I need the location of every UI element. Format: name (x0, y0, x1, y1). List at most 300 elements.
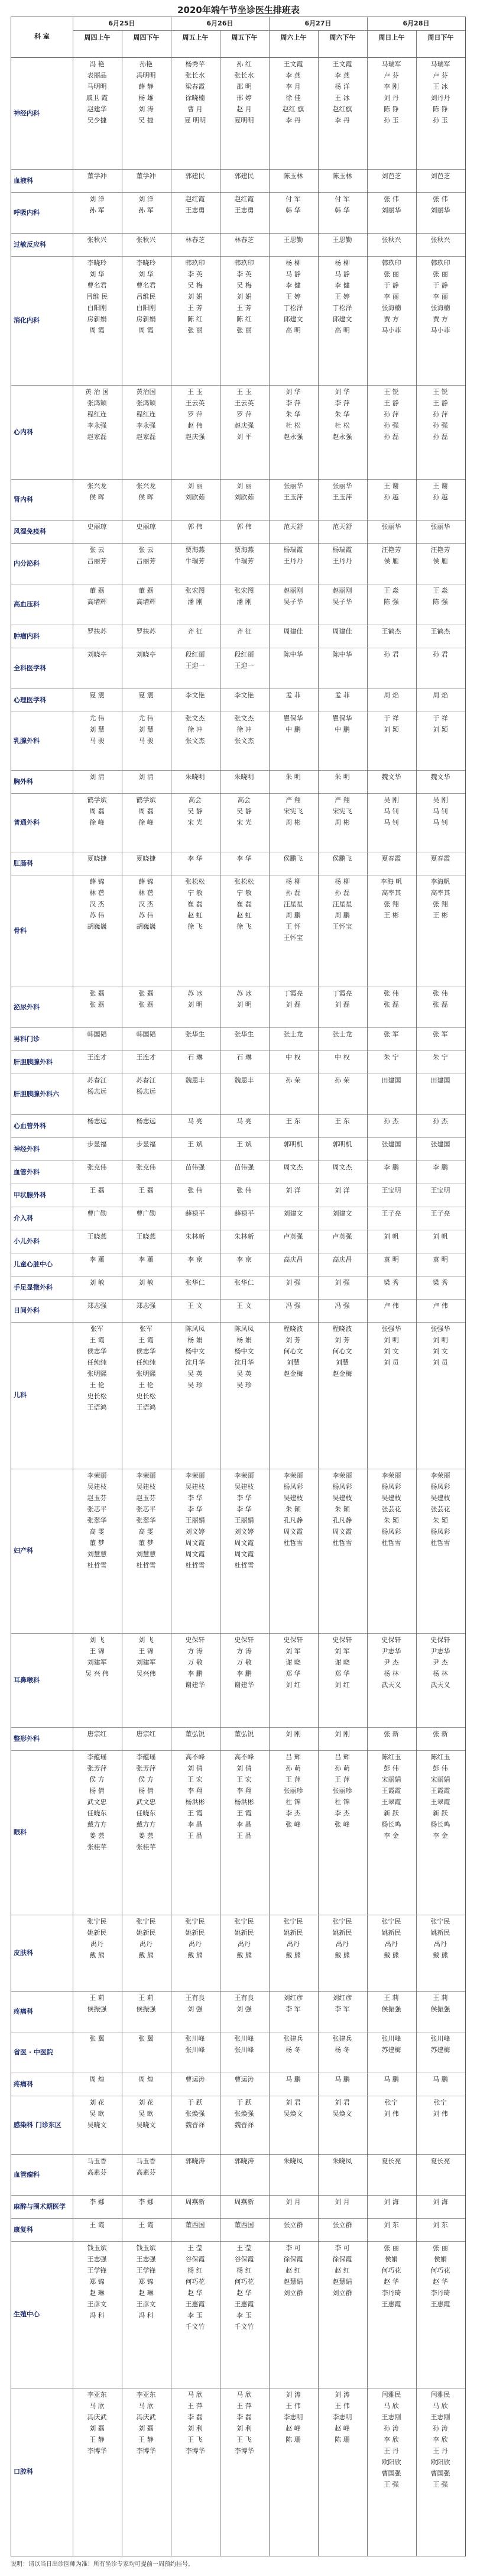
doctor-cell (318, 59, 366, 126)
doctor-name: 李 蕙 (138, 1256, 154, 1263)
doctor-name: 张芳萍 (136, 1764, 156, 1772)
doctor-cell (73, 2219, 121, 2231)
doctor-name: 张 丽 (236, 327, 252, 334)
doctor-name: 陈玉林 (332, 172, 352, 180)
doctor-cell (122, 544, 170, 567)
doctor-name: 陈凤凤 (185, 1325, 205, 1333)
doctor-cell (122, 2033, 170, 2044)
doctor-name: 冯明明 (136, 72, 156, 79)
doctor-name: 刘慧慧 (87, 1550, 107, 1558)
doctor-name: 杨 倩 (138, 1787, 154, 1795)
doctor-name: 高 雯 (89, 1528, 105, 1536)
doctor-name: 侯振强 (381, 2005, 401, 2013)
doctor-cell (122, 521, 170, 532)
table-row (11, 1230, 465, 1253)
doctor-name: 杨 倩 (89, 1787, 105, 1795)
doctor-name: 魏思丰 (185, 1077, 205, 1084)
table-row (11, 584, 465, 625)
doctor-name: 吴建枝 (136, 1483, 156, 1491)
doctor-cell (220, 690, 268, 701)
doctor-name: 何巧花 (234, 2278, 254, 2286)
doctor-name: 魏思丰 (234, 1077, 254, 1084)
doctor-name: 马瑞军 (430, 60, 450, 68)
department-name: 麻醉与围术期医学 (14, 2202, 66, 2210)
doctor-cell (318, 1029, 366, 1040)
doctor-name: 姚新民 (87, 1929, 107, 1937)
doctor-name: 卢 芬 (384, 72, 399, 79)
doctor-cell (73, 1116, 121, 1127)
doctor-name: 王 莉 (138, 1994, 154, 2002)
department-name: 口腔科 (14, 2468, 33, 2475)
doctor-name: 于 静 (433, 282, 448, 289)
table-row (11, 1750, 465, 1915)
doctor-name: 王思勤 (332, 236, 352, 244)
doctor-name: 马小菲 (381, 327, 401, 334)
doctor-name: 刘 东 (384, 2221, 399, 2229)
doctor-name: 姚新民 (234, 1929, 254, 1937)
doctor-name: 张 丽 (433, 2244, 448, 2252)
doctor-name: 马 静 (335, 270, 350, 278)
doctor-name: 周文霞 (185, 1539, 205, 1547)
doctor-name: 周 彬 (335, 819, 350, 826)
doctor-name: 杨 红 (187, 2267, 203, 2274)
session-header: 周五下午 (231, 34, 258, 41)
doctor-name: 张芯平 (136, 1505, 156, 1513)
doctor-name: 王有良 (185, 1994, 205, 2002)
doctor-cell (73, 1185, 121, 1196)
doctor-name: 李丹琦 (430, 2289, 450, 2297)
doctor-cell (367, 690, 416, 701)
doctor-cell (416, 1139, 465, 1150)
doctor-name: 王 霞 (187, 1809, 203, 1817)
doctor-name: 吴 捷 (138, 117, 154, 124)
doctor-cell (416, 690, 465, 701)
doctor-cell (73, 626, 121, 637)
doctor-name: 刘 海 (384, 2198, 399, 2206)
doctor-cell (171, 1254, 219, 1265)
doctor-name: 王晓燕 (136, 1233, 156, 1240)
doctor-cell (269, 257, 317, 336)
doctor-cell (269, 1916, 317, 1961)
doctor-name: 杜哲雪 (234, 1562, 254, 1569)
doctor-name: 贾 方 (433, 315, 448, 323)
doctor-name: 王志刚 (381, 2413, 401, 2421)
doctor-name: 张秋兴 (430, 236, 450, 244)
doctor-cell (416, 876, 465, 921)
doctor-name: 刘红彦 (332, 1994, 352, 2002)
doctor-cell (73, 876, 121, 932)
doctor-cell (73, 1916, 121, 1961)
doctor-cell (269, 59, 317, 126)
doctor-name: 武天义 (381, 1681, 401, 1689)
doctor-name: 刘建军 (87, 1659, 107, 1666)
doctor-name: 马 钊 (384, 819, 399, 826)
doctor-name: 尤 伟 (138, 715, 154, 722)
doctor-name: 万 敬 (236, 1659, 252, 1666)
doctor-name: 杨瑞霞 (332, 546, 352, 554)
doctor-name: 李晓玲 (87, 259, 107, 267)
doctor-name: 王 静 (138, 2436, 154, 2444)
doctor-name: 新 跃 (384, 1809, 399, 1817)
doctor-cell (318, 1300, 366, 1311)
doctor-cell (367, 2155, 416, 2167)
doctor-name: 王彦文 (136, 2300, 156, 2308)
doctor-name: 付 军 (285, 195, 301, 203)
doctor-cell (269, 1751, 317, 1830)
doctor-cell (73, 853, 121, 864)
doctor-name: 于 祥 (433, 715, 448, 722)
doctor-cell (416, 1634, 465, 1691)
doctor-name: 赵红霞 (185, 195, 205, 203)
doctor-name: 张宁 (385, 2099, 398, 2106)
doctor-name: 李 杰 (285, 1809, 301, 1817)
doctor-cell (318, 771, 366, 783)
doctor-cell (416, 2074, 465, 2085)
doctor-name: 周文霞 (234, 1550, 254, 1558)
doctor-name: 宋宪飞 (283, 807, 303, 815)
doctor-cell (220, 521, 268, 532)
doctor-name: 中 鹏 (285, 726, 301, 733)
doctor-name: 夏 震 (138, 691, 154, 699)
doctor-name: 孟 菲 (335, 691, 350, 699)
doctor-cell (171, 1751, 219, 1841)
doctor-name: 杨志远 (136, 1117, 156, 1125)
doctor-name: 闫雅民 (430, 2391, 450, 2399)
doctor-cell (171, 713, 219, 746)
doctor-name: 董 梦 (138, 1539, 154, 1547)
doctor-name: 冯庆武 (136, 2413, 156, 2421)
doctor-name: 王 怀 (285, 923, 301, 930)
doctor-name: 杨秀苹 (185, 60, 205, 68)
doctor-cell (416, 59, 465, 126)
doctor-name: 周 鹏 (285, 912, 301, 919)
doctor-cell (416, 1254, 465, 1265)
doctor-name: 张 磊 (138, 1001, 154, 1009)
doctor-name: 王 玉 (236, 388, 252, 396)
doctor-name: 刘芭芝 (381, 172, 401, 180)
doctor-name: 张克伟 (136, 1163, 156, 1171)
doctor-name: 张军 (90, 1325, 103, 1333)
doctor-cell (367, 1231, 416, 1242)
department-name: 高血压科 (14, 600, 40, 608)
doctor-name: 刘 平 (236, 433, 252, 441)
doctor-name: 赵慧娟 (283, 2278, 303, 2286)
doctor-name: 彭 伟 (433, 1764, 448, 1772)
doctor-name: 高增辉 (87, 598, 107, 606)
doctor-name: 张 翼 (138, 2035, 154, 2042)
doctor-name: 赵 华 (187, 2289, 203, 2297)
doctor-name: 周 煌 (138, 2076, 154, 2083)
doctor-name: 董弘锐 (185, 1730, 205, 1738)
doctor-cell (269, 1992, 317, 2015)
doctor-cell (171, 1323, 219, 1391)
doctor-name: 王 莉 (433, 1994, 448, 2002)
doctor-cell (220, 1139, 268, 1150)
doctor-name: 罗扶苏 (87, 628, 107, 635)
doctor-cell (220, 988, 268, 1010)
doctor-name: 张焕强 (185, 2110, 205, 2118)
doctor-name: 孙 君 (384, 651, 399, 658)
doctor-name: 王 强 (433, 2481, 448, 2488)
doctor-cell (122, 1052, 170, 1063)
doctor-name: 王 萍 (335, 1776, 350, 1783)
doctor-name: 张长水 (185, 72, 205, 79)
doctor-name: 王 萍 (187, 2402, 203, 2410)
doctor-cell (122, 1231, 170, 1242)
doctor-cell (318, 234, 366, 245)
doctor-name: 张 磊 (138, 990, 154, 997)
doctor-cell (269, 544, 317, 567)
doctor-name: 王 莹 (236, 2244, 252, 2252)
doctor-name: 李 丽 (384, 293, 399, 300)
doctor-cell (122, 1470, 170, 1571)
doctor-name: 刘 刚 (335, 1730, 350, 1738)
doctor-cell (73, 234, 121, 245)
doctor-name: 刘 华 (89, 270, 105, 278)
doctor-name: 陈 红 (236, 315, 252, 323)
doctor-cell (220, 1751, 268, 1841)
doctor-name: 王 婷 (285, 293, 301, 300)
doctor-name: 马 钊 (433, 819, 448, 826)
doctor-name: 袁 明 (433, 1256, 448, 1263)
doctor-name: 曹名君 (136, 282, 156, 289)
doctor-name: 张 翔 (384, 900, 399, 908)
doctor-name: 孙 越 (433, 493, 448, 501)
doctor-cell (416, 1751, 465, 1841)
doctor-name: 丁松泽 (332, 304, 352, 312)
doctor-name: 李荣丽 (283, 1472, 303, 1479)
doctor-cell (269, 1300, 317, 1311)
doctor-cell (269, 649, 317, 660)
department-name: 过敏反应科 (14, 240, 46, 248)
doctor-name: 范天舒 (332, 523, 352, 531)
doctor-cell (318, 853, 366, 864)
doctor-name: 段红丽 (234, 651, 254, 658)
doctor-name: 邱建文 (332, 315, 352, 323)
doctor-name: 李 晶 (236, 1821, 252, 1828)
doctor-cell (171, 1470, 219, 1571)
doctor-name: 朱晓凤 (283, 2157, 303, 2165)
doctor-cell (73, 521, 121, 532)
doctor-name: 张 伟 (433, 990, 448, 997)
doctor-cell (269, 690, 317, 701)
doctor-name: 郑志强 (87, 1302, 107, 1310)
doctor-name: 严 翔 (335, 796, 350, 804)
doctor-cell (122, 713, 170, 746)
doctor-name: 刘 倩 (236, 1764, 252, 1772)
doctor-name: 李 可 (285, 2244, 301, 2252)
doctor-name: 王 萍 (285, 1776, 301, 1783)
doctor-name: 李丹琦 (381, 2289, 401, 2297)
doctor-name: 刘 慧 (89, 726, 105, 733)
doctor-name: 卢 伟 (384, 1302, 399, 1310)
doctor-name: 张建兵 (283, 2035, 303, 2042)
doctor-name: 张丽华 (332, 482, 352, 490)
doctor-name: 高 雯 (138, 1528, 154, 1536)
doctor-name: 赵建华 (87, 105, 107, 113)
doctor-name: 卢 伟 (433, 1302, 448, 1310)
doctor-name: 吴 欧 (138, 2110, 154, 2118)
doctor-name: 马 鹏 (433, 2076, 448, 2083)
doctor-cell (73, 2074, 121, 2085)
doctor-name: 刘 红 (285, 1681, 301, 1689)
doctor-name: 赵 华 (384, 2278, 399, 2286)
doctor-name: 刘 刚 (285, 1730, 301, 1738)
doctor-name: 田建国 (381, 1077, 401, 1084)
doctor-cell (318, 1052, 366, 1063)
doctor-name: 周燕新 (185, 2198, 205, 2206)
doctor-name: 刘 伟 (384, 2110, 399, 2118)
doctor-name: 戴 熊 (433, 1951, 448, 1959)
doctor-name: 马 欣 (384, 2402, 399, 2410)
doctor-name: 李志明 (332, 2413, 352, 2421)
doctor-name: 罗 萍 (236, 411, 252, 418)
doctor-cell (220, 794, 268, 828)
doctor-name: 高素芬 (136, 2168, 156, 2176)
doctor-name: 程晓波 (283, 1325, 303, 1333)
doctor-cell (269, 876, 317, 943)
doctor-name: 段红丽 (185, 651, 205, 658)
doctor-name: 曹运涛 (234, 2076, 254, 2083)
doctor-cell (318, 2196, 366, 2207)
doctor-name: 冯 科 (138, 2312, 154, 2319)
doctor-name: 史保轩 (185, 1636, 205, 1644)
doctor-name: 张士龙 (283, 1030, 303, 1038)
doctor-name: 张建国 (430, 1140, 450, 1148)
doctor-name: 侯鹏飞 (332, 855, 352, 862)
table-row (11, 1253, 465, 1276)
doctor-name: 李晓玲 (136, 259, 156, 267)
doctor-name: 方 涛 (236, 1647, 252, 1655)
doctor-name: 魏文华 (430, 773, 450, 781)
doctor-name: 刘 清 (89, 773, 105, 781)
doctor-name: 马 骏 (89, 737, 105, 745)
doctor-name: 刘 倩 (187, 1764, 203, 1772)
doctor-cell (269, 480, 317, 503)
doctor-name: 孙 萌 (285, 1764, 301, 1772)
doctor-name: 王子亮 (430, 1210, 450, 1217)
doctor-name: 卢英强 (332, 1233, 352, 1240)
doctor-cell (73, 2097, 121, 2131)
table-row (11, 543, 465, 584)
doctor-name: 孙 涛 (384, 2425, 399, 2432)
doctor-name: 侯 雁 (433, 557, 448, 565)
doctor-name: 吴建枝 (430, 1494, 450, 1502)
doctor-name: 刘 强 (236, 2005, 252, 2013)
doctor-name: 王 霞 (236, 1809, 252, 1817)
doctor-cell (269, 1208, 317, 1219)
doctor-name: 张宁民 (381, 1918, 401, 1925)
department-name: 泌尿外科 (14, 1003, 40, 1011)
doctor-name: 韩玖印 (430, 259, 450, 267)
doctor-cell (367, 2242, 416, 2310)
doctor-name: 郑 华 (285, 1670, 301, 1678)
doctor-name: 张芸花 (381, 1505, 401, 1513)
doctor-cell (416, 193, 465, 216)
doctor-name: 齐 征 (187, 628, 203, 635)
doctor-cell (269, 234, 317, 245)
doctor-name: 王 晶 (236, 1832, 252, 1840)
doctor-cell (122, 2074, 170, 2085)
doctor-name: 孙 荣 (335, 1077, 350, 1084)
doctor-name: 吴焕文 (332, 2110, 352, 2118)
doctor-name: 张兴龙 (136, 482, 156, 490)
doctor-name: 李 杰 (335, 1809, 350, 1817)
doctor-name: 宋宪飞 (332, 807, 352, 815)
doctor-name: 尹 杰 (433, 1659, 448, 1666)
doctor-name: 刘 敏 (138, 1279, 154, 1287)
doctor-name: 孙 萌 (335, 1764, 350, 1772)
department-name: 日间外科 (14, 1306, 40, 1314)
doctor-name: 李博华 (234, 2447, 254, 2455)
doctor-name: 马小菲 (430, 327, 450, 334)
doctor-cell (416, 1277, 465, 1288)
doctor-cell (220, 59, 268, 126)
doctor-cell (318, 193, 366, 216)
doctor-name: 赵玉芬 (136, 1494, 156, 1502)
doctor-name: 刘 君 (285, 2099, 301, 2106)
doctor-name: 赵 虹 (187, 912, 203, 919)
doctor-name: 陈玉林 (283, 172, 303, 180)
doctor-name: 刘 月 (335, 2198, 350, 2206)
doctor-name: 张 峰 (285, 1821, 301, 1828)
table-row (11, 1051, 465, 1074)
doctor-name: 王志强 (87, 2255, 107, 2263)
doctor-name: 王 芳 (187, 304, 203, 312)
doctor-cell (73, 2033, 121, 2044)
doctor-cell (220, 626, 268, 637)
doctor-name: 李荣丽 (87, 1472, 107, 1479)
doctor-name: 吴 珍 (187, 1381, 203, 1389)
doctor-name: 杜哲雪 (185, 1562, 205, 1569)
doctor-name: 何巧花 (430, 2267, 450, 2274)
doctor-name: 鹤学斌 (87, 796, 107, 804)
department-name: 内分泌科 (14, 559, 40, 567)
table-row (11, 192, 465, 234)
doctor-name: 刘 明 (384, 1336, 399, 1344)
doctor-name: 刘立群 (332, 2289, 352, 2297)
doctor-name: 王怀宝 (283, 934, 303, 942)
doctor-name: 张 新 (433, 1730, 448, 1738)
doctor-name: 王 静 (384, 399, 399, 407)
doctor-name: 张长水 (234, 72, 254, 79)
doctor-name: 周建佳 (283, 628, 303, 635)
doctor-cell (318, 1254, 366, 1265)
doctor-name: 张海楠 (381, 304, 401, 312)
doctor-name: 徐 飞 (236, 923, 252, 930)
doctor-name: 侯 晖 (138, 493, 154, 501)
doctor-name: 李荣丽 (381, 1472, 401, 1479)
doctor-name: 张桂苹 (136, 1843, 156, 1851)
doctor-name: 石 琳 (187, 1053, 203, 1061)
doctor-cell (269, 794, 317, 828)
doctor-name: 徐保霞 (332, 2255, 352, 2263)
doctor-name: 张宁民 (136, 1918, 156, 1925)
doctor-name: 王文霞 (283, 60, 303, 68)
doctor-name: 王 谢 (433, 482, 448, 490)
doctor-cell (73, 585, 121, 607)
doctor-name: 冯 艳 (89, 60, 105, 68)
doctor-name: 刘 利 (236, 2425, 252, 2432)
doctor-name: 梁春霞 (185, 83, 205, 91)
doctor-name: 沈月华 (185, 1359, 205, 1366)
doctor-name: 宋 光 (236, 819, 252, 826)
doctor-name: 王 伦 (89, 1381, 105, 1389)
doctor-name: 李 英 (187, 270, 203, 278)
doctor-name: 戴 熊 (285, 1951, 301, 1959)
doctor-cell (318, 876, 366, 932)
doctor-name: 杨 柳 (285, 878, 301, 885)
